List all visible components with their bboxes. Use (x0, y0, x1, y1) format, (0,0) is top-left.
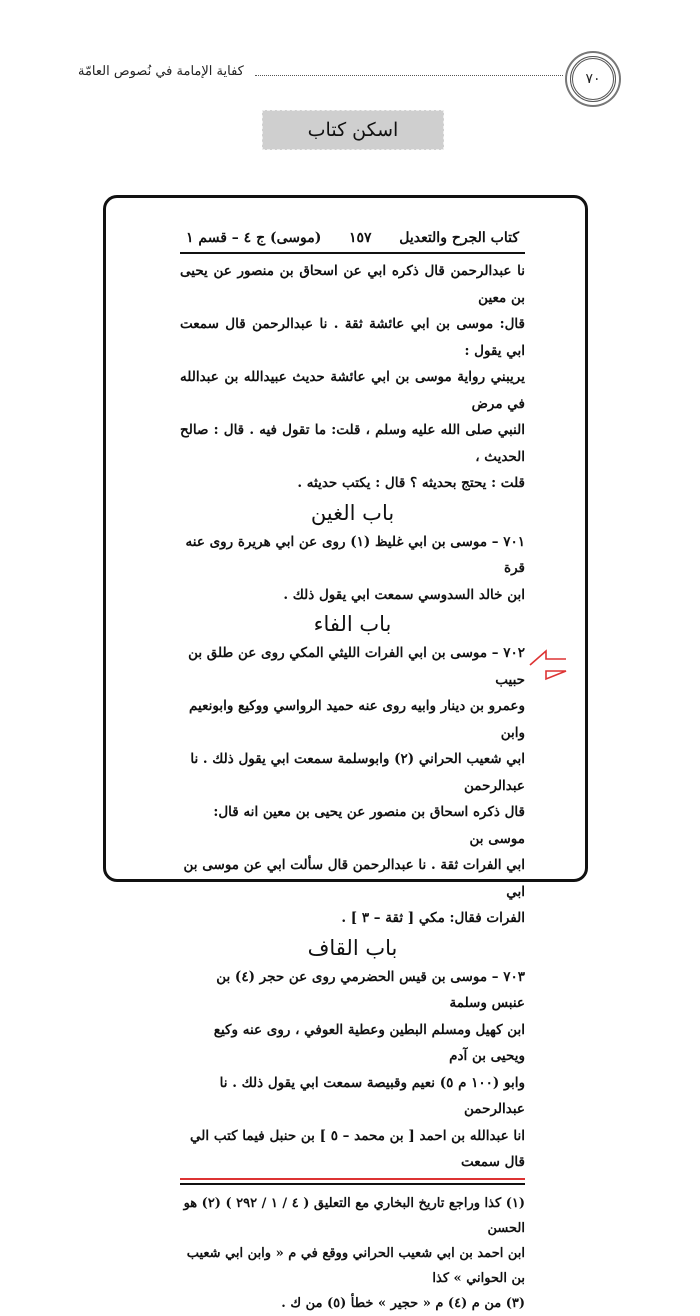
book-title: كفاية الإمامة في نُصوص العامّة (78, 64, 244, 79)
text-line: ابي الفرات ثقة . نا عبدالرحمن قال سألت ابي عن موسى بن ابي (183, 857, 525, 900)
page-number: ٧٠ (585, 71, 601, 87)
scanned-page (180, 230, 525, 1316)
footnote-line: ابن احمد بن ابي شعيب الحراني ووقع في م « وابن ابي شعيب بن الحواني » كذا (186, 1245, 525, 1286)
text-line: قلت : يحتج بحديثه ؟ قال : يكتب حديثه . (297, 475, 525, 491)
page-number-ornament (570, 56, 616, 102)
running-head-page: ١٥٧ (349, 230, 372, 246)
text-line: قال ذكره اسحاق بن منصور عن يحيى بن معين انه قال: موسى بن (213, 804, 525, 847)
entry-702 (180, 640, 525, 932)
red-arrow-annotation-icon (528, 648, 568, 682)
footnotes (180, 1191, 525, 1316)
text-line: الفرات فقال: مكي [ ثقة – ٣ ] . (341, 910, 525, 926)
text-line: قال: موسى بن ابي عائشة ثقة . نا عبدالرحمن قال سمعت ابي يقول : (180, 316, 525, 359)
paragraph-1 (180, 258, 525, 497)
section-heading: باب الفاء (313, 612, 392, 636)
header-divider (255, 75, 563, 76)
red-underline-annotation (180, 1178, 525, 1180)
text-line: ابي شعيب الحراني (٢) وابوسلمة سمعت ابي يقول ذلك . نا عبدالرحمن (190, 751, 525, 794)
text-line: ابن كهيل ومسلم البطين وعطية العوفي ، روى عنه وكيع ويحيى بن آدم (213, 1021, 525, 1064)
text-line: ٧٠٣ – موسى بن قيس الحضرمي روى عن حجر (٤) بن عنبس وسلمة (216, 968, 525, 1011)
text-line: ٧٠١ – موسى بن ابي غليظ (١) روى عن ابي هريرة روى عنه قرة (185, 533, 525, 576)
text-line: النبي صلى الله عليه وسلم ، قلت: ما تقول فيه . قال : صالح الحديث ، (180, 422, 525, 465)
entry-701 (180, 529, 525, 609)
running-head (180, 230, 525, 254)
text-line: يريبني رواية موسى بن ابي عائشة حديث عبيدالله بن عبدالله في مرض (180, 369, 525, 412)
footnote-divider (180, 1183, 525, 1185)
footnote-line: (٣) من م (٤) م « حجير » خطأ (٥) من ك . (281, 1295, 525, 1311)
section-heading: باب الغين (310, 500, 395, 525)
footnote-line: (١) كذا وراجع تاريخ البخاري مع التعليق ( ٤ / ١ / ٢٩٢ ) (٢) هو الحسن (183, 1195, 525, 1236)
text-line: انا عبدالله بن احمد [ بن محمد – ٥ ] بن حنبل فيما كتب الي قال سمعت (190, 1127, 525, 1170)
text-line: ٧٠٢ – موسى بن ابي الفرات الليثي المكي روى عن طلق بن حبيب (188, 645, 525, 688)
text-line: نا عبدالرحمن قال ذكره ابي عن اسحاق بن منصور عن يحيى بن معين (180, 263, 525, 306)
entry-703 (180, 964, 525, 1176)
text-line: وعمرو بن دينار وابيه روى عنه حميد الرواسي ووكيع وابونعيم وابن (189, 698, 525, 741)
text-line: ابن خالد السدوسي سمعت ابي يقول ذلك . (283, 586, 525, 603)
running-head-title: كتاب الجرح والتعديل (399, 230, 519, 246)
scan-book-button[interactable]: اسكن كتاب (262, 110, 444, 150)
text-line: وابو (١٠٠ م ٥) نعيم وقبيصة سمعت ابي يقول ذلك . نا عبدالرحمن (219, 1074, 525, 1117)
section-heading: باب القاف (307, 935, 398, 960)
running-head-volume: (موسى) ج ٤ – قسم ١ (186, 230, 322, 246)
